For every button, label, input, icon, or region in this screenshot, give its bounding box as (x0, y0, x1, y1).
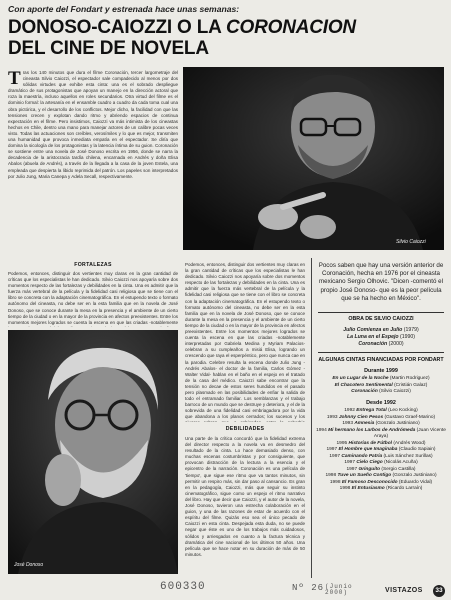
fondart-item: 1997 Gringuito (Sergio Castilla) (346, 466, 416, 472)
debilidades-heading: DEBILIDADES (225, 426, 265, 432)
obra-list (316, 327, 446, 348)
middle-column-top (185, 262, 305, 422)
intro-body: ras los 140 minutos que dura el filme Coronación, tercer largometraje del cineasta Silvio Caiozzi, el espectador sale compadecido al menos por dos sólidas virtudes que exhibe esta cinta: una es el sobrado despliegue dramático de sus protagonistas que apoyan un manejo en la dirección actoral que roza la maestría, incluso aquellos en roles secundarios. Otra virtud del filme es el dominio formal: la artesanía en el ensamble cuadro a cuadro da cada toma cual una obra pictórica, y el desarrollo de los conflictos. Mejor dicho, la facilidad con que las tensiones crecen y explotan dando ritmo y abriendo espacios de continua expectación en el filme. Pero insistimos, Caiozzi va más intimista de los cineastas hechos en Chile, dentro una mano para manejar actores de un calibre pocas veces visto. Todas las actuaciones son creíbles, verosímiles y lo que es mejor, transmiten una humanidad que provoca inmediata empatía en el espectador. Se diría que domina la sicología de los protagonistas y la latencia íntima de su guion. Coronación se sostiene entre una novela de José Donoso escrita en 1956, donde se narra la decadencia de la aristocracia tardía chilena, encarnada en Andrés y doña Elisa Abalos (abuela de Andrés), a través de la llegada a la casa de la joven Estela, una empleada que despierta la libido reprimida del patrón. Los papeles son interpretados por Julio Jung, Maria Canepa y Adela Secall, respectivamente. (8, 70, 178, 179)
fondart-item: 1993 Johnny Cien Pesos (Gustavo Graef-Marino) (326, 414, 436, 420)
fondart-item: 1995 Historias de Fútbol (Andrés Wood) (336, 440, 426, 446)
middle-column-text: Podemos, entonces, distinguir dos vertientes muy claras en la gran cantidad de críticas que los especialistas le han dedicado. Silvio Caiozzi nos apoyaría sobre dos momentos respecto de las fortalezas y debilidades en la cinta. Una es admitir que la fuerza más vertebral de la película y la fidelidad casi religiosa que se tiene con el libro se concreta con la adaptación cinematográfica. En el estupendo texto o formato autónomo del cineasta, no debe ser en la esta familia que en la novela de José Donoso, que se conoce durante la mesa en la presencia y el ambiente de un cierto tiempo de la ciudad o en la mayor de la provincia en afectos preexistentes. Entre los momentos mejores logrados se cuenta la escena en que las criadas -notablemente interpretadas por Gabriela Medina y Myriam Palacios- celebran a su cumpleaños a misiá Elisa, logrando un crescendo que raya el esperpéntico, pero que nunca cae en la parodia. Celebre resulta la escena donde Julio Jung -Andrés Abalos- el doctor de la familia, Carlos Gómez -Walter Vidal- hablan en el baño en el espejo en el tratado de la casa del médico. Caiozzi sabe encontrar que la tensión no decae de estos seres hundidos en el pasado pero plasmado en las posibilidades de enfiar la salida de todo el entramado familiar. Los semblanzas y el trabajo barroco de un mundo que se destruye y deteriora, y el de la sobrevida de una fidelidad casi embriagadora por la vida que abandona a los planos cerrados; los sucesos y los (185, 262, 305, 420)
article-title (8, 17, 448, 59)
debilidades-column: Una parte de la crítica concordó que la fidelidad extrema del director respecto a la novela va en desmedro del resultado de la cinta. Lo hace demasiado denso, con muchas escenas costumbristas y por consiguiente, que provocan distracción de la lectura a la esencia y el epicentro de la narración. Coronación es una película de 'tiempo', que sigue ese ritmo que va tantos minutos, sin permitir un respiro más, sin dar paso al cansancio. Es gran en la pedagogía, Caiozzi, más que seguir su instinto cinematográfico, sigue como un espejo el ritmo narrativo del libro. Hay que decir que Caiozzi, y el autor de la novela, José Donoso, tuvieron una estrecha colaboración en el guion, y una de las razones de estar de acuerdo con el espíritu del filme. Quizás eso sea el único pecado de Caiozzi en esta cinta. Despejada esta duda, no se puede negar que éste es uno de los trabajos más cuidadosos, sólidos y arriesgados en cuanto a la factura técnica y dramática del cine nacional de los últimos 50 años. Una película que se hace notar en su duración de más de 50 minutos. (185, 436, 305, 557)
issue-number: Nº 26 (292, 583, 325, 593)
issue-date: (Junio 2000) (325, 583, 353, 596)
fondart-item: 1997 El Hombre que Imaginaba (Claudio Sapiain) (326, 447, 436, 452)
title-part-2: DEL CINE DE NOVELA (8, 38, 209, 59)
period1-list (316, 376, 446, 396)
catalog-number: 600330 (160, 581, 206, 593)
fortalezas-column-1: Podemos, entonces, distinguir dos vertientes muy claras en la gran cantidad de críticas que los especialistas le han dedicado. Silvio Caiozzi nos apoyaría sobre dos momentos respecto de las fortalezas y debilidades en la cinta. Una es admitir que la fuerza más vertebral de la película y la fidelidad casi religiosa que se tiene con el libro se concreta con la adaptación cinematográfica. En el estupendo texto o formato autónomo del cineasta, no debe ser en la esta familia que en la novela de José Donoso, que se conoce durante la mesa en la presencia y el ambiente de un cierto tiempo de la ciudad o en la mayor de la provincia en afectos preexistentes. Entre los momentos mejores logrados se cuenta la escena en que las criadas -notablemente (8, 271, 178, 325)
fortalezas-heading: FORTALEZAS (74, 262, 112, 268)
portrait-illustration (183, 67, 444, 250)
obra-item: La Luna en el Espejo (1990) (346, 334, 416, 340)
magazine-name: VISTAZOS (385, 587, 423, 594)
period1-heading: Durante 1999 (364, 368, 398, 374)
photo-credit-top: Silvio Caiozzi (396, 239, 426, 245)
fondart-item: 1998 Tuve un Sueño Contigo (Gonzalo Justiniano) (325, 473, 437, 478)
fondart-item: 1997 Caminando Patria (Luis Sánchez Surillas) (329, 453, 433, 459)
intro-column (8, 70, 178, 258)
column-divider (311, 258, 312, 578)
title-part-1: DONOSO-CAIOZZI O LA (8, 17, 227, 38)
fondart-item: Coronación (Silvio Caiozzi) (351, 389, 411, 394)
obra-item: Julio Comienza en Julio (1979) (343, 327, 419, 333)
title-italic: CORONACION (226, 17, 356, 38)
fondart-item: 1998 El Entusiasmo (Ricardo Larraín) (339, 486, 423, 491)
divider-2 (318, 352, 444, 353)
portrait-illustration-2 (8, 330, 178, 574)
drop-cap: T (8, 70, 21, 89)
article-kicker: Con aporte del Fondart y estrenada hace unas semanas: (8, 4, 240, 14)
page-number: 33 (433, 585, 445, 597)
obra-item: Coronación (2000) (358, 341, 404, 347)
fondart-item: 1993 Amnesia (Gonzalo Justiniano) (342, 421, 420, 426)
pull-quote: Pocos saben que hay una versión anterior de Coronación, hecha en 1976 por el cineasta mexicano Sergio Olhovic. "Dicen -comentó el propio José Donoso- que es la peor película que se ha hecho en México". (318, 262, 444, 302)
fondart-item: 1998 El Famoso Desconocido (Eduardo Vidal) (329, 479, 433, 485)
fondart-heading: ALGUNAS CINTAS FINANCIADAS POR FONDART (318, 357, 444, 363)
fondart-item: 1994 Mi hermano los Larbos de Andrómeda (Juan Vicente Araya) (316, 427, 446, 439)
photo-jose-donoso (8, 330, 178, 574)
fondart-item: 1997 Cielo Ciego (Nicolás Acuña) (344, 460, 418, 465)
period2-heading: Desde 1992 (366, 400, 396, 406)
fondart-item: En un Lugar de la Noche (Martin Rodriguez) (332, 376, 430, 381)
photo-credit-bottom: José Donoso (14, 562, 44, 568)
obra-heading: OBRA DE SILVIO CAIOZZI (348, 316, 414, 322)
fondart-item: 1992 Entrega Total (Leo Kocking) (344, 408, 418, 413)
divider-1 (318, 312, 444, 313)
photo-silvio-caiozzi (183, 67, 444, 250)
fondart-item: El Chacotero Sentimental (Cristián Galaz) (334, 382, 428, 388)
period2-list (316, 408, 446, 493)
